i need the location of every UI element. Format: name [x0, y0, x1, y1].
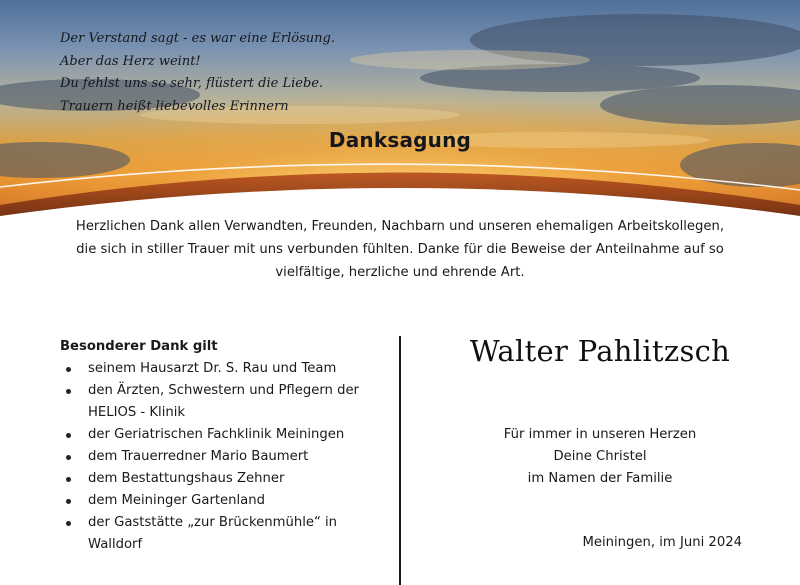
memorial-poem [60, 28, 335, 118]
poem-line: Aber das Herz weint! [60, 53, 201, 69]
intro-line: die sich in stiller Trauer mit uns verbunden fühlten. Danke für die Beweise der Anteilnahme auf so [76, 242, 724, 257]
place-date: Meiningen, im Juni 2024 [582, 535, 742, 550]
list-item: dem Meininger Gartenland [60, 490, 380, 512]
intro-line: vielfältige, herzliche und ehrende Art. [275, 265, 525, 280]
poem-line: Trauern heißt liebevolles Erinnern [60, 98, 289, 114]
special-thanks-heading: Besonderer Dank gilt [60, 339, 218, 354]
memorial-signature [420, 424, 780, 490]
special-thanks-list [60, 358, 380, 556]
list-item: den Ärzten, Schwestern und Pflegern der HELIOS - Klinik [60, 380, 380, 424]
memorial-line: Deine Christel [553, 449, 647, 464]
special-thanks-section [60, 337, 380, 556]
list-item: der Geriatrischen Fachklinik Meiningen [60, 424, 380, 446]
deceased-name: Walter Pahlitzsch [469, 334, 731, 368]
column-divider [399, 336, 401, 585]
poem-line: Der Verstand sagt - es war eine Erlösung. [60, 31, 335, 46]
list-item: dem Trauerredner Mario Baumert [60, 446, 380, 468]
page-title: Danksagung [328, 128, 472, 152]
list-item: dem Bestattungshaus Zehner [60, 468, 380, 490]
intro-line: Herzlichen Dank allen Verwandten, Freunden, Nachbarn und unseren ehemaligen Arbeitskollegen, [75, 219, 725, 234]
sunset-sky-banner [0, 0, 800, 225]
memorial-line: Für immer in unseren Herzen [503, 427, 697, 442]
poem-line: Du fehlst uns so sehr, flüstert die Liebe. [60, 76, 324, 91]
memorial-line: im Namen der Familie [527, 471, 673, 486]
list-item: der Gaststätte „zur Brückenmühle“ in Walldorf [60, 512, 380, 556]
list-item: seinem Hausarzt Dr. S. Rau und Team [60, 358, 380, 380]
thank-you-text [40, 215, 760, 284]
